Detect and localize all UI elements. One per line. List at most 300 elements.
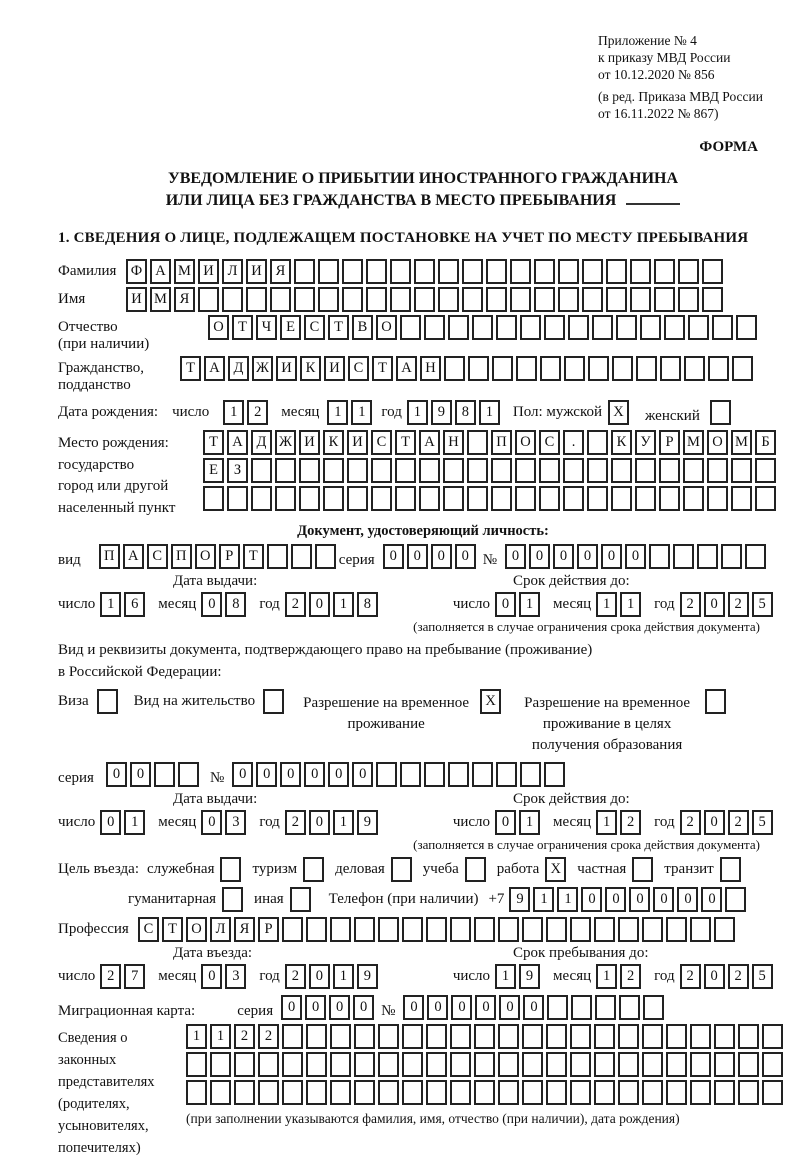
purpose-work-checkbox[interactable]: X bbox=[545, 857, 566, 882]
char-cell[interactable]: 2 bbox=[285, 964, 306, 989]
char-cell[interactable]: 0 bbox=[605, 887, 626, 912]
char-cell[interactable] bbox=[330, 1080, 351, 1105]
char-cell[interactable]: А bbox=[123, 544, 144, 569]
char-cell[interactable] bbox=[371, 486, 392, 511]
char-cell[interactable] bbox=[714, 1024, 735, 1049]
char-cell[interactable]: И bbox=[324, 356, 345, 381]
char-cell[interactable]: Л bbox=[210, 917, 231, 942]
char-cell[interactable]: К bbox=[300, 356, 321, 381]
char-cell[interactable] bbox=[725, 887, 746, 912]
char-cell[interactable] bbox=[654, 287, 675, 312]
char-cell[interactable]: О bbox=[376, 315, 397, 340]
char-cell[interactable]: 8 bbox=[225, 592, 246, 617]
purpose-private-checkbox[interactable] bbox=[632, 857, 653, 882]
char-cell[interactable]: 8 bbox=[357, 592, 378, 617]
char-cell[interactable] bbox=[347, 486, 368, 511]
char-cell[interactable]: 2 bbox=[728, 592, 749, 617]
char-cell[interactable] bbox=[547, 995, 568, 1020]
char-cell[interactable]: 0 bbox=[499, 995, 520, 1020]
char-cell[interactable] bbox=[222, 287, 243, 312]
char-cell[interactable]: О bbox=[195, 544, 216, 569]
char-cell[interactable] bbox=[419, 486, 440, 511]
char-cell[interactable]: 0 bbox=[309, 592, 330, 617]
char-cell[interactable]: 0 bbox=[505, 544, 526, 569]
char-cell[interactable] bbox=[448, 315, 469, 340]
char-cell[interactable]: 1 bbox=[557, 887, 578, 912]
char-cell[interactable]: 1 bbox=[100, 592, 121, 617]
char-cell[interactable]: С bbox=[147, 544, 168, 569]
purpose-other-checkbox[interactable] bbox=[290, 887, 311, 912]
char-cell[interactable]: Е bbox=[203, 458, 224, 483]
char-cell[interactable] bbox=[544, 762, 565, 787]
char-cell[interactable]: 1 bbox=[351, 400, 372, 425]
char-cell[interactable] bbox=[762, 1080, 783, 1105]
char-cell[interactable]: 0 bbox=[403, 995, 424, 1020]
char-cell[interactable] bbox=[474, 1080, 495, 1105]
char-cell[interactable] bbox=[659, 458, 680, 483]
char-cell[interactable]: С bbox=[539, 430, 560, 455]
char-cell[interactable]: 2 bbox=[620, 810, 641, 835]
char-cell[interactable] bbox=[354, 1052, 375, 1077]
char-cell[interactable] bbox=[354, 1024, 375, 1049]
char-cell[interactable] bbox=[642, 917, 663, 942]
char-cell[interactable] bbox=[426, 1080, 447, 1105]
char-cell[interactable]: З bbox=[227, 458, 248, 483]
char-cell[interactable] bbox=[426, 917, 447, 942]
char-cell[interactable] bbox=[498, 917, 519, 942]
char-cell[interactable] bbox=[642, 1024, 663, 1049]
char-cell[interactable] bbox=[707, 486, 728, 511]
char-cell[interactable] bbox=[438, 287, 459, 312]
char-cell[interactable] bbox=[612, 356, 633, 381]
char-cell[interactable] bbox=[539, 458, 560, 483]
char-cell[interactable] bbox=[323, 486, 344, 511]
char-cell[interactable] bbox=[462, 259, 483, 284]
char-cell[interactable]: 2 bbox=[728, 964, 749, 989]
sex-male-checkbox[interactable]: X bbox=[608, 400, 629, 425]
char-cell[interactable] bbox=[486, 287, 507, 312]
char-cell[interactable] bbox=[546, 1024, 567, 1049]
char-cell[interactable] bbox=[697, 544, 718, 569]
char-cell[interactable] bbox=[664, 315, 685, 340]
char-cell[interactable]: О bbox=[208, 315, 229, 340]
char-cell[interactable]: 1 bbox=[596, 964, 617, 989]
char-cell[interactable] bbox=[564, 356, 585, 381]
char-cell[interactable]: 9 bbox=[357, 964, 378, 989]
char-cell[interactable]: 5 bbox=[752, 592, 773, 617]
char-cell[interactable] bbox=[606, 259, 627, 284]
char-cell[interactable] bbox=[738, 1024, 759, 1049]
char-cell[interactable]: Ж bbox=[275, 430, 296, 455]
char-cell[interactable]: 0 bbox=[201, 810, 222, 835]
char-cell[interactable] bbox=[673, 544, 694, 569]
char-cell[interactable] bbox=[714, 1052, 735, 1077]
temp-residence-checkbox[interactable]: X bbox=[480, 689, 501, 714]
char-cell[interactable]: 1 bbox=[519, 810, 540, 835]
char-cell[interactable] bbox=[154, 762, 175, 787]
char-cell[interactable]: 6 bbox=[124, 592, 145, 617]
char-cell[interactable] bbox=[659, 486, 680, 511]
char-cell[interactable]: 0 bbox=[304, 762, 325, 787]
char-cell[interactable] bbox=[714, 917, 735, 942]
char-cell[interactable]: И bbox=[246, 259, 267, 284]
char-cell[interactable] bbox=[666, 1080, 687, 1105]
char-cell[interactable] bbox=[246, 287, 267, 312]
char-cell[interactable] bbox=[402, 1024, 423, 1049]
char-cell[interactable] bbox=[587, 458, 608, 483]
char-cell[interactable] bbox=[690, 1024, 711, 1049]
char-cell[interactable]: С bbox=[138, 917, 159, 942]
char-cell[interactable]: 1 bbox=[210, 1024, 231, 1049]
char-cell[interactable] bbox=[606, 287, 627, 312]
char-cell[interactable] bbox=[443, 458, 464, 483]
char-cell[interactable] bbox=[424, 315, 445, 340]
char-cell[interactable] bbox=[402, 1080, 423, 1105]
char-cell[interactable]: 2 bbox=[234, 1024, 255, 1049]
char-cell[interactable] bbox=[491, 486, 512, 511]
char-cell[interactable] bbox=[251, 486, 272, 511]
char-cell[interactable] bbox=[755, 458, 776, 483]
char-cell[interactable] bbox=[762, 1052, 783, 1077]
char-cell[interactable] bbox=[294, 287, 315, 312]
char-cell[interactable] bbox=[323, 458, 344, 483]
char-cell[interactable] bbox=[592, 315, 613, 340]
char-cell[interactable]: Л bbox=[222, 259, 243, 284]
char-cell[interactable] bbox=[342, 287, 363, 312]
char-cell[interactable] bbox=[702, 287, 723, 312]
char-cell[interactable]: Н bbox=[420, 356, 441, 381]
char-cell[interactable] bbox=[234, 1080, 255, 1105]
char-cell[interactable] bbox=[402, 1052, 423, 1077]
char-cell[interactable]: 0 bbox=[653, 887, 674, 912]
char-cell[interactable] bbox=[467, 486, 488, 511]
char-cell[interactable]: В bbox=[352, 315, 373, 340]
char-cell[interactable] bbox=[570, 1052, 591, 1077]
char-cell[interactable] bbox=[402, 917, 423, 942]
char-cell[interactable] bbox=[546, 1080, 567, 1105]
char-cell[interactable] bbox=[630, 259, 651, 284]
char-cell[interactable]: И bbox=[299, 430, 320, 455]
char-cell[interactable]: 1 bbox=[519, 592, 540, 617]
char-cell[interactable] bbox=[522, 1052, 543, 1077]
char-cell[interactable] bbox=[534, 287, 555, 312]
char-cell[interactable]: О bbox=[515, 430, 536, 455]
char-cell[interactable] bbox=[616, 315, 637, 340]
char-cell[interactable]: 3 bbox=[225, 810, 246, 835]
char-cell[interactable] bbox=[618, 917, 639, 942]
char-cell[interactable]: 2 bbox=[100, 964, 121, 989]
char-cell[interactable] bbox=[496, 762, 517, 787]
char-cell[interactable] bbox=[636, 356, 657, 381]
char-cell[interactable]: 9 bbox=[519, 964, 540, 989]
char-cell[interactable] bbox=[619, 995, 640, 1020]
char-cell[interactable] bbox=[732, 356, 753, 381]
char-cell[interactable]: 0 bbox=[451, 995, 472, 1020]
char-cell[interactable] bbox=[306, 1024, 327, 1049]
char-cell[interactable] bbox=[354, 1080, 375, 1105]
char-cell[interactable] bbox=[594, 917, 615, 942]
char-cell[interactable] bbox=[520, 762, 541, 787]
char-cell[interactable] bbox=[678, 287, 699, 312]
char-cell[interactable]: Т bbox=[232, 315, 253, 340]
char-cell[interactable]: Н bbox=[443, 430, 464, 455]
char-cell[interactable] bbox=[660, 356, 681, 381]
char-cell[interactable]: П bbox=[171, 544, 192, 569]
char-cell[interactable]: 0 bbox=[529, 544, 550, 569]
char-cell[interactable] bbox=[227, 486, 248, 511]
char-cell[interactable]: А bbox=[396, 356, 417, 381]
char-cell[interactable] bbox=[306, 1080, 327, 1105]
char-cell[interactable] bbox=[472, 315, 493, 340]
char-cell[interactable] bbox=[544, 315, 565, 340]
char-cell[interactable]: 0 bbox=[581, 887, 602, 912]
char-cell[interactable]: 1 bbox=[327, 400, 348, 425]
char-cell[interactable] bbox=[738, 1080, 759, 1105]
char-cell[interactable]: 0 bbox=[495, 810, 516, 835]
char-cell[interactable] bbox=[594, 1080, 615, 1105]
char-cell[interactable] bbox=[712, 315, 733, 340]
char-cell[interactable] bbox=[522, 1080, 543, 1105]
char-cell[interactable]: 0 bbox=[280, 762, 301, 787]
char-cell[interactable] bbox=[582, 287, 603, 312]
char-cell[interactable] bbox=[522, 1024, 543, 1049]
char-cell[interactable] bbox=[378, 1052, 399, 1077]
char-cell[interactable]: 0 bbox=[130, 762, 151, 787]
char-cell[interactable] bbox=[736, 315, 757, 340]
char-cell[interactable] bbox=[684, 356, 705, 381]
char-cell[interactable] bbox=[315, 544, 336, 569]
char-cell[interactable] bbox=[395, 458, 416, 483]
char-cell[interactable] bbox=[390, 287, 411, 312]
char-cell[interactable]: 0 bbox=[495, 592, 516, 617]
char-cell[interactable] bbox=[444, 356, 465, 381]
char-cell[interactable] bbox=[251, 458, 272, 483]
char-cell[interactable]: Я bbox=[174, 287, 195, 312]
char-cell[interactable]: 1 bbox=[124, 810, 145, 835]
char-cell[interactable]: Т bbox=[372, 356, 393, 381]
char-cell[interactable] bbox=[443, 486, 464, 511]
char-cell[interactable]: Р bbox=[258, 917, 279, 942]
char-cell[interactable] bbox=[534, 259, 555, 284]
char-cell[interactable] bbox=[642, 1052, 663, 1077]
char-cell[interactable] bbox=[400, 762, 421, 787]
char-cell[interactable] bbox=[678, 259, 699, 284]
char-cell[interactable] bbox=[570, 1080, 591, 1105]
char-cell[interactable] bbox=[210, 1052, 231, 1077]
char-cell[interactable]: Р bbox=[659, 430, 680, 455]
char-cell[interactable] bbox=[498, 1052, 519, 1077]
char-cell[interactable] bbox=[275, 486, 296, 511]
char-cell[interactable]: 8 bbox=[455, 400, 476, 425]
purpose-tourism-checkbox[interactable] bbox=[303, 857, 324, 882]
char-cell[interactable] bbox=[755, 486, 776, 511]
char-cell[interactable]: С bbox=[348, 356, 369, 381]
char-cell[interactable] bbox=[707, 458, 728, 483]
char-cell[interactable]: 0 bbox=[407, 544, 428, 569]
char-cell[interactable]: 0 bbox=[281, 995, 302, 1020]
char-cell[interactable]: К bbox=[611, 430, 632, 455]
char-cell[interactable]: У bbox=[635, 430, 656, 455]
char-cell[interactable]: Р bbox=[219, 544, 240, 569]
char-cell[interactable] bbox=[666, 1052, 687, 1077]
char-cell[interactable] bbox=[558, 259, 579, 284]
char-cell[interactable]: 0 bbox=[475, 995, 496, 1020]
char-cell[interactable]: 0 bbox=[601, 544, 622, 569]
char-cell[interactable]: 0 bbox=[329, 995, 350, 1020]
char-cell[interactable]: С bbox=[304, 315, 325, 340]
char-cell[interactable] bbox=[618, 1052, 639, 1077]
char-cell[interactable] bbox=[618, 1080, 639, 1105]
char-cell[interactable] bbox=[438, 259, 459, 284]
char-cell[interactable] bbox=[210, 1080, 231, 1105]
char-cell[interactable] bbox=[474, 1024, 495, 1049]
char-cell[interactable] bbox=[424, 762, 445, 787]
char-cell[interactable] bbox=[395, 486, 416, 511]
char-cell[interactable] bbox=[745, 544, 766, 569]
char-cell[interactable] bbox=[539, 486, 560, 511]
char-cell[interactable] bbox=[594, 1024, 615, 1049]
char-cell[interactable] bbox=[186, 1052, 207, 1077]
char-cell[interactable] bbox=[426, 1024, 447, 1049]
char-cell[interactable]: М bbox=[731, 430, 752, 455]
char-cell[interactable]: С bbox=[371, 430, 392, 455]
char-cell[interactable]: 2 bbox=[285, 592, 306, 617]
char-cell[interactable] bbox=[510, 259, 531, 284]
purpose-humanitarian-checkbox[interactable] bbox=[222, 887, 243, 912]
char-cell[interactable] bbox=[498, 1080, 519, 1105]
char-cell[interactable] bbox=[354, 917, 375, 942]
char-cell[interactable]: 0 bbox=[353, 995, 374, 1020]
char-cell[interactable] bbox=[510, 287, 531, 312]
char-cell[interactable]: 2 bbox=[247, 400, 268, 425]
char-cell[interactable] bbox=[582, 259, 603, 284]
char-cell[interactable] bbox=[570, 917, 591, 942]
char-cell[interactable] bbox=[587, 486, 608, 511]
char-cell[interactable] bbox=[515, 486, 536, 511]
char-cell[interactable] bbox=[366, 287, 387, 312]
char-cell[interactable]: А bbox=[419, 430, 440, 455]
char-cell[interactable]: А bbox=[150, 259, 171, 284]
char-cell[interactable] bbox=[563, 458, 584, 483]
char-cell[interactable]: 0 bbox=[309, 964, 330, 989]
char-cell[interactable]: 2 bbox=[680, 592, 701, 617]
char-cell[interactable] bbox=[515, 458, 536, 483]
char-cell[interactable]: Е bbox=[280, 315, 301, 340]
char-cell[interactable]: 0 bbox=[427, 995, 448, 1020]
char-cell[interactable]: 0 bbox=[704, 964, 725, 989]
char-cell[interactable]: 2 bbox=[620, 964, 641, 989]
char-cell[interactable] bbox=[486, 259, 507, 284]
char-cell[interactable] bbox=[450, 1052, 471, 1077]
char-cell[interactable] bbox=[474, 917, 495, 942]
char-cell[interactable] bbox=[721, 544, 742, 569]
char-cell[interactable] bbox=[275, 458, 296, 483]
char-cell[interactable] bbox=[203, 486, 224, 511]
char-cell[interactable] bbox=[378, 917, 399, 942]
char-cell[interactable] bbox=[366, 259, 387, 284]
char-cell[interactable] bbox=[683, 458, 704, 483]
char-cell[interactable]: И bbox=[126, 287, 147, 312]
char-cell[interactable] bbox=[267, 544, 288, 569]
purpose-study-checkbox[interactable] bbox=[465, 857, 486, 882]
char-cell[interactable]: 0 bbox=[625, 544, 646, 569]
char-cell[interactable]: 1 bbox=[333, 810, 354, 835]
char-cell[interactable]: 0 bbox=[328, 762, 349, 787]
char-cell[interactable]: 0 bbox=[455, 544, 476, 569]
char-cell[interactable] bbox=[708, 356, 729, 381]
char-cell[interactable] bbox=[649, 544, 670, 569]
char-cell[interactable] bbox=[186, 1080, 207, 1105]
char-cell[interactable]: М bbox=[150, 287, 171, 312]
char-cell[interactable] bbox=[492, 356, 513, 381]
char-cell[interactable] bbox=[491, 458, 512, 483]
char-cell[interactable] bbox=[426, 1052, 447, 1077]
char-cell[interactable]: М bbox=[683, 430, 704, 455]
char-cell[interactable]: 9 bbox=[509, 887, 530, 912]
char-cell[interactable]: 2 bbox=[285, 810, 306, 835]
char-cell[interactable] bbox=[318, 287, 339, 312]
char-cell[interactable] bbox=[378, 1024, 399, 1049]
char-cell[interactable]: 0 bbox=[677, 887, 698, 912]
char-cell[interactable]: 9 bbox=[431, 400, 452, 425]
char-cell[interactable] bbox=[378, 1080, 399, 1105]
char-cell[interactable] bbox=[714, 1080, 735, 1105]
visa-checkbox[interactable] bbox=[97, 689, 118, 714]
char-cell[interactable] bbox=[546, 917, 567, 942]
char-cell[interactable]: Т bbox=[180, 356, 201, 381]
char-cell[interactable]: 1 bbox=[533, 887, 554, 912]
char-cell[interactable] bbox=[414, 259, 435, 284]
char-cell[interactable] bbox=[448, 762, 469, 787]
char-cell[interactable] bbox=[347, 458, 368, 483]
char-cell[interactable] bbox=[299, 486, 320, 511]
char-cell[interactable] bbox=[618, 1024, 639, 1049]
char-cell[interactable]: Ж bbox=[252, 356, 273, 381]
char-cell[interactable]: 1 bbox=[495, 964, 516, 989]
char-cell[interactable] bbox=[450, 1024, 471, 1049]
char-cell[interactable]: А bbox=[227, 430, 248, 455]
char-cell[interactable]: 0 bbox=[704, 592, 725, 617]
purpose-transit-checkbox[interactable] bbox=[720, 857, 741, 882]
char-cell[interactable]: Д bbox=[228, 356, 249, 381]
char-cell[interactable] bbox=[234, 1052, 255, 1077]
char-cell[interactable]: 1 bbox=[407, 400, 428, 425]
char-cell[interactable]: М bbox=[174, 259, 195, 284]
char-cell[interactable] bbox=[376, 762, 397, 787]
char-cell[interactable] bbox=[282, 1080, 303, 1105]
char-cell[interactable]: 0 bbox=[383, 544, 404, 569]
char-cell[interactable]: 1 bbox=[596, 592, 617, 617]
char-cell[interactable]: И bbox=[347, 430, 368, 455]
char-cell[interactable] bbox=[496, 315, 517, 340]
char-cell[interactable]: Д bbox=[251, 430, 272, 455]
char-cell[interactable] bbox=[467, 458, 488, 483]
char-cell[interactable] bbox=[683, 486, 704, 511]
char-cell[interactable] bbox=[306, 1052, 327, 1077]
char-cell[interactable] bbox=[330, 917, 351, 942]
char-cell[interactable]: 1 bbox=[620, 592, 641, 617]
sex-female-checkbox[interactable] bbox=[710, 400, 731, 425]
char-cell[interactable] bbox=[571, 995, 592, 1020]
char-cell[interactable] bbox=[690, 1080, 711, 1105]
char-cell[interactable] bbox=[390, 259, 411, 284]
char-cell[interactable] bbox=[635, 458, 656, 483]
char-cell[interactable] bbox=[472, 762, 493, 787]
char-cell[interactable]: 1 bbox=[333, 964, 354, 989]
char-cell[interactable]: И bbox=[276, 356, 297, 381]
char-cell[interactable] bbox=[546, 1052, 567, 1077]
char-cell[interactable]: 0 bbox=[100, 810, 121, 835]
